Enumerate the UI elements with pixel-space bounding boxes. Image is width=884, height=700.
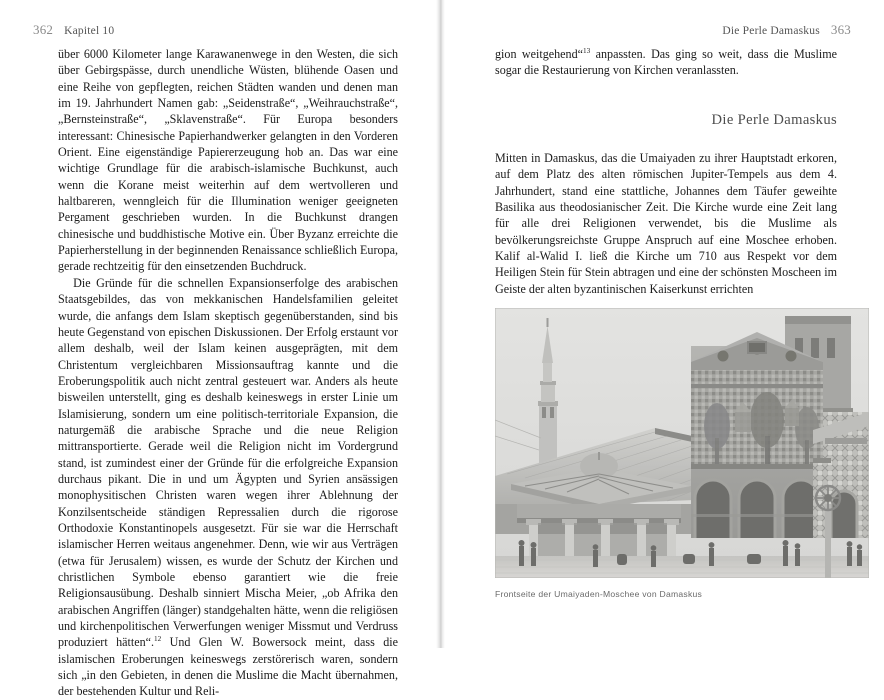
running-head-left-title: Kapitel 10 [64, 25, 115, 37]
right-page [441, 0, 884, 648]
figure-caption: Frontseite der Umaiyaden-Moschee von Damaskus [495, 589, 703, 599]
paragraph: über 6000 Kilometer lange Karawanenwege in den Westen, die sich über Gebirgspässe, durch unendliche Wüsten, blühende Oasen und eine Reihe von gepflegten, reichen Städten wanden und denen man im 19. Jahrhundert Namen gab: „Seidenstraße“, „Weihrauchstraße“, „Bernsteinstraße“, „Sklavenstraße“. Für Europa besonders interessant: Chinesische Papierhandwerker gelangten in den Vorderen Orient. Eine eigenständige Papiererzeugung hob an. Das war eine wichtige Grundlage für die arabisch-islamische Buchkunst, auch wenn die Korane meist weiterhin auf dem wertvolleren und haltbareren, wenngleich für die Illumination weniger geeigneten Pergament geschrieben wurden. In die Buchkunst drangen chinesische und buddhistische Motive ein. Über Byzanz erreichte die Papierherstellung in der beginnenden Renaissance schließlich Europa, gerade rechtzeitig für den einsetzenden Buchdruck. [58, 47, 398, 274]
photograph [495, 308, 869, 578]
right-text-block [495, 46, 837, 79]
paragraph-text: gion weitgehend“ [495, 47, 584, 61]
paragraph-text: Die Gründe für die schnellen Expansionserfolge des arabischen Staatsgebildes, das von mekkanischen Handelsfamilien geleitet wurde, die anfangs dem Islam skeptisch gegenüberstanden, sind bis heute Gegenstand von epischen Diskussionen. Der Erfolg erstaunt vor allem deshalb, weil der Islam keinen ausgeprägten, mit dem Christentum vergleichbaren Missionsauftrag kannte und die Eroberungspolitik auch nicht zentral gesteuert war. Anders als heute bisweilen unterstellt, ging es deshalb keineswegs in erster Linie um Islamisierung, sondern um eine politisch-territoriale Expansion, die naturgemäß die arabische Sprache und die neue Religion mittransportierte. Gerade weil die Religion nicht im Vordergrund stand, ist zumindest einer der Gründe für die erfolgreiche Expansion durchaus pikant. Die in und um Ägypten und Syrien ansässigen monophysitischen Christen waren wegen ihrer Ablehnung der Konzilsentscheide ständigen Repressalien durch die rigorose Orthodoxie Konstantinopels ausgesetzt. Für sie war die Herrschaft islamischer Herren weitaus angenehmer. Denn, wie wir aus Verträgen (etwa für Jerusalem) wissen, es wurde der Schutz der Kirchen und christlichen Symbole ebenso garantiert wie die freie Religionsausübung. Deshalb sinniert Mischa Meier, „ob Afrika den arabischen Angriffen (länger) standgehalten hätte, wenn die religiösen und kirchenpolitischen Verwerfungen weniger Missmut und Verdruss produziert hätten“. [58, 275, 398, 650]
left-page [0, 0, 441, 699]
paragraph-continued [495, 46, 837, 79]
section-heading: Die Perle Damaskus [711, 112, 837, 128]
running-head-right-title: Die Perle Damaskus [722, 25, 820, 37]
running-head-left [33, 22, 114, 38]
paragraph-text-continued: anpassten. Das ging so weit, dass die Muslime sogar die Restaurierung von Kirchen veranlassten. [495, 47, 837, 78]
section-heading-wrap [495, 112, 837, 129]
folio-left: 362 [33, 22, 54, 37]
right-text-block-body [495, 150, 837, 297]
paragraph [58, 275, 398, 700]
footnote-marker: 12 [154, 635, 162, 644]
footnote-marker: 13 [583, 46, 591, 55]
left-text-block [58, 46, 398, 700]
running-head-right [722, 22, 851, 38]
paragraph: Mitten in Damaskus, das die Umaiyaden zu ihrer Hauptstadt erkoren, auf dem Platz des alten römischen Jupiter-Tempels aus dem 4. Jahrhundert, stand eine stattliche, Johannes dem Täufer geweihte Basilika aus theodosianischer Zeit. Die Kirche wurde eine Zeit lang für alle drei Religionen verwendet, bis die Muslime als bevölkerungsreichste Gruppe Anspruch auf eine Moschee erhoben. Kalif al-Walid I. ließ die Kirche um 710 aus Respekt vor dem Heiligen Stein für Stein abtragen und eine der schönsten Moscheen im Geiste der alten byzantinischen Kaiserkunst errichten [495, 151, 837, 296]
figure-umayyad-mosque [495, 308, 869, 600]
paragraph-text-continued: Und Glen W. Bowersock meint, dass die islamischen Eroberungen keineswegs zerstörerisch waren, sondern sich „in den Gebieten, in denen die Muslime die Macht übernahmen, der bestehenden Kultur und Reli- [58, 635, 398, 699]
folio-right: 363 [830, 22, 851, 37]
